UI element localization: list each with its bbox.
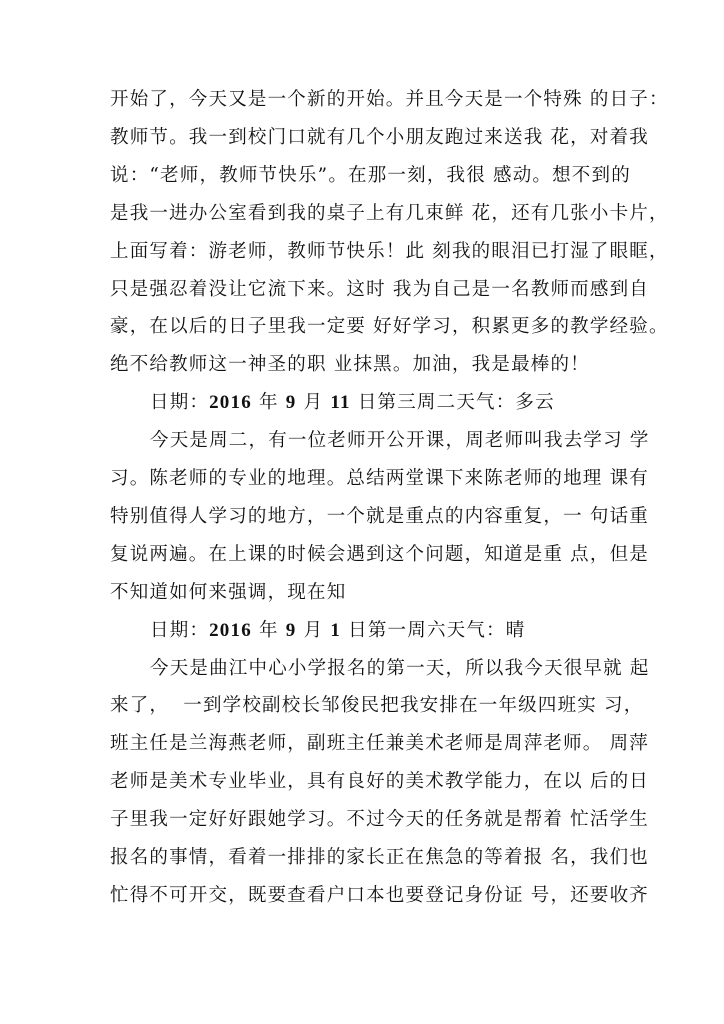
text-line: 今天是周二，有一位老师开公开课，周老师叫我去学习 学 xyxy=(150,430,650,452)
text-line: 复说两遍。在上课的时候会遇到这个问题，知道是重 点，但是 xyxy=(110,543,649,565)
text-line: 上面写着：游老师，教师节快乐！此 刻我的眼泪已打湿了眼眶， xyxy=(110,240,669,262)
text-line: 今天是曲江中心小学报名的第一天，所以我今天很早就 起 xyxy=(150,657,650,679)
text-line: 来了， 一到学校副校长邹俊民把我安排在一年级四班实 习， xyxy=(110,695,644,717)
text-line: 班主任是兰海燕老师，副班主任兼美术老师是周萍老师。 周萍 xyxy=(110,733,649,755)
text-line: 老师是美术专业毕业，具有良好的美术教学能力，在以 后的日 xyxy=(110,771,649,793)
text-line: 特别值得人学习的地方，一个就是重点的内容重复，一 句话重 xyxy=(110,505,649,527)
date-heading: 日期：2016 年 9 月 11 日第三周二天气：多云 xyxy=(150,392,555,414)
text-line: 绝不给教师这一神圣的职 业抹黑。加油，我是最棒的！ xyxy=(110,354,590,376)
text-line: 忙得不可开交，既要查看户口本也要登记身份证 号，还要收齐 xyxy=(110,884,649,906)
text-line: 是我一进办公室看到我的桌子上有几束鲜 花，还有几张小卡片， xyxy=(110,202,669,224)
text-line: 说：“老师，教师节快乐”。在那一刻，我很 感动。想不到的 xyxy=(110,164,631,186)
text-line: 习。陈老师的专业的地理。总结两堂课下来陈老师的地理 课有 xyxy=(110,468,649,489)
text-line: 开始了，今天又是一个新的开始。并且今天是一个特殊 的日子： xyxy=(110,89,669,110)
text-line: 豪，在以后的日子里我一定要 好好学习，积累更多的教学经验。 xyxy=(110,316,669,338)
text-line: 报名的事情，看着一排排的家长正在焦急的等着报 名，我们也 xyxy=(110,847,649,868)
date-heading: 日期：2016 年 9 月 1 日第一周六天气：晴 xyxy=(150,619,526,641)
text-line: 只是强忍着没让它流下来。这时 我为自己是一名教师而感到自 xyxy=(110,278,649,300)
text-line: 不知道如何来强调，现在知 xyxy=(110,581,347,603)
text-line: 子里我一定好好跟她学习。不过今天的任务就是帮着 忙活学生 xyxy=(110,809,649,831)
text-line: 教师节。我一到校门口就有几个小朋友跑过来送我 花，对着我 xyxy=(110,126,649,148)
